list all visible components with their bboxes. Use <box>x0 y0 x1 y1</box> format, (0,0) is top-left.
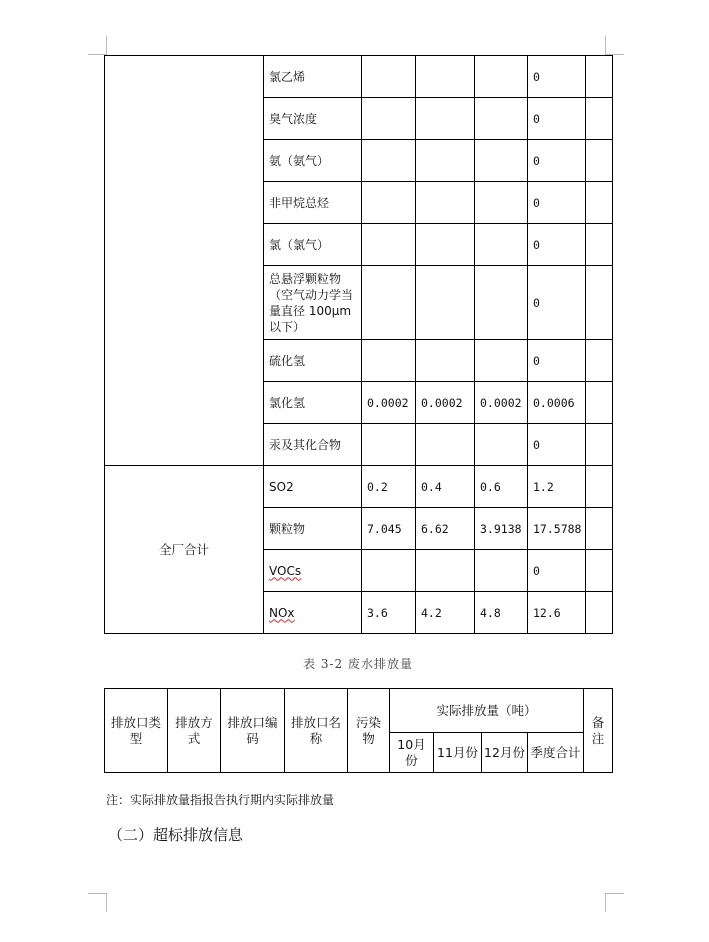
header-november: 11月份 <box>434 733 482 773</box>
november-value: 4.2 <box>416 592 475 634</box>
december-value <box>475 424 528 466</box>
quarter-total-value: 0 <box>528 56 586 98</box>
remark-cell <box>586 508 613 550</box>
october-value <box>362 266 416 340</box>
quarter-total-value: 0 <box>528 550 586 592</box>
december-value <box>475 266 528 340</box>
november-value <box>416 98 475 140</box>
header-remark: 备注 <box>584 689 613 773</box>
page-corner-mark-bottom-right <box>605 893 624 912</box>
waste-gas-emission-table <box>104 55 613 634</box>
november-value: 6.62 <box>416 508 475 550</box>
quarter-total-value: 0 <box>528 266 586 340</box>
header-emission-method: 排放方式 <box>168 689 221 773</box>
header-december: 12月份 <box>482 733 528 773</box>
header-actual-emission: 实际排放量（吨） <box>390 689 584 733</box>
pollutant-cell: 非甲烷总烃 <box>264 182 362 224</box>
page-corner-mark-top-right <box>605 36 624 55</box>
pollutant-label: NOx <box>269 605 295 620</box>
footnote: 注：实际排放量指报告执行期内实际排放量 <box>106 793 335 807</box>
remark-cell <box>586 56 613 98</box>
pollutant-cell: 氯乙烯 <box>264 56 362 98</box>
header-outlet-type: 排放口类型 <box>105 689 168 773</box>
november-value <box>416 224 475 266</box>
november-value <box>416 266 475 340</box>
pollutant-cell <box>264 550 362 592</box>
pollutant-cell: 硫化氢 <box>264 340 362 382</box>
table-row <box>105 56 613 98</box>
header-quarter-total: 季度合计 <box>528 733 584 773</box>
november-value: 0.4 <box>416 466 475 508</box>
header-pollutant: 污染物 <box>348 689 390 773</box>
october-value <box>362 140 416 182</box>
quarter-total-value: 1.2 <box>528 466 586 508</box>
pollutant-label: VOCs <box>269 563 302 578</box>
header-outlet-code: 排放口编码 <box>221 689 285 773</box>
pollutant-cell: 总悬浮颗粒物（空气动力学当量直径 100μm 以下） <box>264 266 362 340</box>
november-value <box>416 550 475 592</box>
page-corner-mark-bottom-left <box>88 893 107 912</box>
remark-cell <box>586 550 613 592</box>
wastewater-emission-table <box>104 688 613 773</box>
october-value <box>362 98 416 140</box>
december-value <box>475 340 528 382</box>
quarter-total-value: 17.5788 <box>528 508 586 550</box>
remark-cell <box>586 140 613 182</box>
december-value <box>475 98 528 140</box>
november-value <box>416 140 475 182</box>
october-value <box>362 56 416 98</box>
november-value: 0.0002 <box>416 382 475 424</box>
table-caption: 表 3-2 废水排放量 <box>303 657 413 671</box>
quarter-total-value: 0 <box>528 98 586 140</box>
remark-cell <box>586 466 613 508</box>
remark-cell <box>586 182 613 224</box>
remark-cell <box>586 592 613 634</box>
october-value: 3.6 <box>362 592 416 634</box>
october-value: 0.0002 <box>362 382 416 424</box>
october-value <box>362 224 416 266</box>
november-value <box>416 424 475 466</box>
pollutant-cell <box>264 592 362 634</box>
pollutant-cell: 氨（氨气） <box>264 140 362 182</box>
quarter-total-value: 12.6 <box>528 592 586 634</box>
november-value <box>416 56 475 98</box>
december-value <box>475 182 528 224</box>
quarter-total-value: 0 <box>528 340 586 382</box>
pollutant-cell: 氯化氢 <box>264 382 362 424</box>
remark-cell <box>586 266 613 340</box>
october-value: 7.045 <box>362 508 416 550</box>
december-value: 4.8 <box>475 592 528 634</box>
november-value <box>416 340 475 382</box>
december-value <box>475 550 528 592</box>
table-row <box>105 466 613 508</box>
october-value <box>362 550 416 592</box>
october-value <box>362 424 416 466</box>
november-value <box>416 182 475 224</box>
pollutant-cell: SO2 <box>264 466 362 508</box>
table-header-row <box>105 689 613 733</box>
december-value: 0.0002 <box>475 382 528 424</box>
page-corner-mark-top-left <box>88 36 107 55</box>
quarter-total-value: 0 <box>528 182 586 224</box>
pollutant-cell: 臭气浓度 <box>264 98 362 140</box>
pollutant-cell: 汞及其化合物 <box>264 424 362 466</box>
december-value <box>475 56 528 98</box>
header-outlet-name: 排放口名称 <box>285 689 348 773</box>
october-value: 0.2 <box>362 466 416 508</box>
remark-cell <box>586 340 613 382</box>
pollutant-cell: 氯（氯气） <box>264 224 362 266</box>
quarter-total-value: 0.0006 <box>528 382 586 424</box>
december-value: 3.9138 <box>475 508 528 550</box>
pollutant-cell: 颗粒物 <box>264 508 362 550</box>
december-value: 0.6 <box>475 466 528 508</box>
remark-cell <box>586 98 613 140</box>
plant-total-label: 全厂合计 <box>105 466 264 634</box>
october-value <box>362 182 416 224</box>
remark-cell <box>586 382 613 424</box>
october-value <box>362 340 416 382</box>
merged-outlet-cell <box>105 56 264 466</box>
header-october: 10月份 <box>390 733 434 773</box>
quarter-total-value: 0 <box>528 140 586 182</box>
december-value <box>475 224 528 266</box>
remark-cell <box>586 424 613 466</box>
quarter-total-value: 0 <box>528 424 586 466</box>
december-value <box>475 140 528 182</box>
quarter-total-value: 0 <box>528 224 586 266</box>
remark-cell <box>586 224 613 266</box>
section-heading: （二）超标排放信息 <box>108 826 244 844</box>
